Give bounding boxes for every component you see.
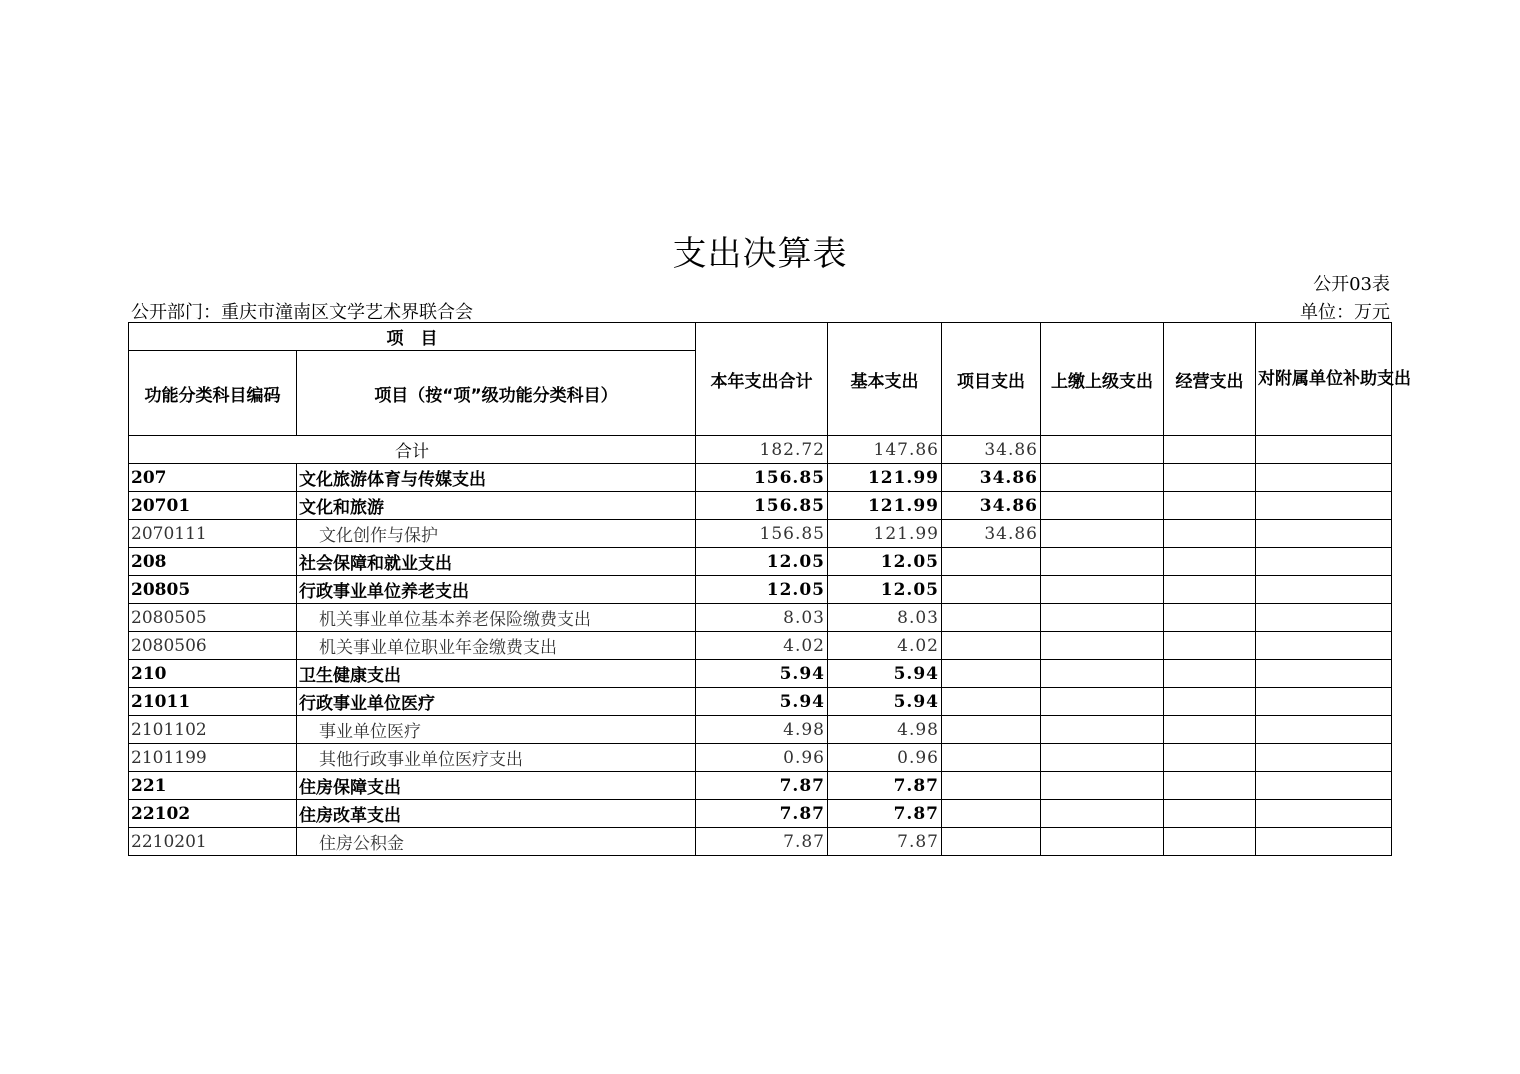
cell-name: 文化创作与保护 [297, 520, 696, 548]
cell-project: 34.86 [942, 492, 1041, 520]
cell-upper [1041, 716, 1164, 744]
cell-basic: 4.98 [828, 716, 942, 744]
cell-upper [1041, 632, 1164, 660]
cell-subsidy [1256, 548, 1392, 576]
cell-name: 机关事业单位职业年金缴费支出 [297, 632, 696, 660]
cell-total: 156.85 [696, 492, 828, 520]
cell-name: 卫生健康支出 [297, 660, 696, 688]
cell-total: 156.85 [696, 520, 828, 548]
table-row [129, 548, 1392, 576]
header-name: 项目（按“项”级功能分类科目） [297, 351, 696, 436]
expenditure-table [128, 322, 1411, 856]
cell-project [942, 744, 1041, 772]
cell-business [1164, 716, 1256, 744]
cell-project [942, 660, 1041, 688]
cell-name: 住房保障支出 [297, 772, 696, 800]
cell-business [1164, 604, 1256, 632]
department-label: 公开部门：重庆市潼南区文学艺术界联合会 [131, 302, 473, 323]
cell-project [942, 828, 1041, 856]
total-cell-basic: 147.86 [828, 436, 942, 464]
cell-name: 住房公积金 [297, 828, 696, 856]
cell-upper [1041, 492, 1164, 520]
cell-code: 22102 [129, 800, 297, 828]
page-title: 支出决算表 [672, 234, 848, 274]
cell-total: 5.94 [696, 688, 828, 716]
cell-business [1164, 576, 1256, 604]
cell-upper [1041, 604, 1164, 632]
cell-business [1164, 548, 1256, 576]
cell-project [942, 548, 1041, 576]
cell-upper [1041, 464, 1164, 492]
cell-project [942, 632, 1041, 660]
cell-code: 2210201 [129, 828, 297, 856]
table-row [129, 492, 1392, 520]
cell-total: 7.87 [696, 828, 828, 856]
cell-basic: 4.02 [828, 632, 942, 660]
cell-upper [1041, 576, 1164, 604]
cell-code: 210 [129, 660, 297, 688]
cell-code: 20701 [129, 492, 297, 520]
total-cell-subsidy [1256, 436, 1392, 464]
cell-basic: 121.99 [828, 492, 942, 520]
cell-subsidy [1256, 492, 1392, 520]
table-row [129, 576, 1392, 604]
table-row [129, 716, 1392, 744]
cell-business [1164, 464, 1256, 492]
table-row [129, 744, 1392, 772]
cell-upper [1041, 828, 1164, 856]
cell-total: 12.05 [696, 576, 828, 604]
cell-basic: 121.99 [828, 464, 942, 492]
table-row [129, 632, 1392, 660]
cell-upper [1041, 520, 1164, 548]
table-row [129, 800, 1392, 828]
cell-business [1164, 772, 1256, 800]
cell-name: 住房改革支出 [297, 800, 696, 828]
cell-basic: 12.05 [828, 548, 942, 576]
cell-code: 21011 [129, 688, 297, 716]
cell-subsidy [1256, 688, 1392, 716]
cell-basic: 5.94 [828, 688, 942, 716]
cell-subsidy [1256, 464, 1392, 492]
cell-upper [1041, 548, 1164, 576]
cell-upper [1041, 772, 1164, 800]
cell-total: 5.94 [696, 660, 828, 688]
cell-code: 2101102 [129, 716, 297, 744]
cell-project: 34.86 [942, 464, 1041, 492]
table-row [129, 520, 1392, 548]
cell-code: 221 [129, 772, 297, 800]
cell-business [1164, 520, 1256, 548]
cell-basic: 7.87 [828, 800, 942, 828]
cell-upper [1041, 744, 1164, 772]
cell-name: 文化旅游体育与传媒支出 [297, 464, 696, 492]
cell-basic: 12.05 [828, 576, 942, 604]
cell-code: 2101199 [129, 744, 297, 772]
form-number: 公开03表 [1313, 274, 1390, 295]
cell-name: 其他行政事业单位医疗支出 [297, 744, 696, 772]
cell-project: 34.86 [942, 520, 1041, 548]
cell-name: 社会保障和就业支出 [297, 548, 696, 576]
cell-name: 文化和旅游 [297, 492, 696, 520]
cell-code: 2080506 [129, 632, 297, 660]
cell-subsidy [1256, 828, 1392, 856]
cell-total: 7.87 [696, 800, 828, 828]
cell-subsidy [1256, 520, 1392, 548]
cell-code: 2080505 [129, 604, 297, 632]
table-row [129, 688, 1392, 716]
cell-project [942, 716, 1041, 744]
cell-code: 20805 [129, 576, 297, 604]
cell-business [1164, 688, 1256, 716]
header-total: 本年支出合计 [696, 323, 828, 436]
cell-project [942, 772, 1041, 800]
header-subsidy: 对附属单位补助支出 [1256, 323, 1392, 436]
unit-label: 单位：万元 [1300, 302, 1390, 323]
cell-code: 208 [129, 548, 297, 576]
cell-project [942, 800, 1041, 828]
cell-basic: 0.96 [828, 744, 942, 772]
table-row [129, 660, 1392, 688]
cell-basic: 8.03 [828, 604, 942, 632]
cell-basic: 121.99 [828, 520, 942, 548]
cell-basic: 7.87 [828, 772, 942, 800]
cell-project [942, 576, 1041, 604]
cell-subsidy [1256, 744, 1392, 772]
cell-upper [1041, 800, 1164, 828]
cell-name: 行政事业单位养老支出 [297, 576, 696, 604]
cell-business [1164, 800, 1256, 828]
cell-business [1164, 660, 1256, 688]
cell-subsidy [1256, 660, 1392, 688]
cell-name: 事业单位医疗 [297, 716, 696, 744]
cell-basic: 5.94 [828, 660, 942, 688]
cell-basic: 7.87 [828, 828, 942, 856]
cell-total: 7.87 [696, 772, 828, 800]
cell-total: 12.05 [696, 548, 828, 576]
total-label: 合计 [129, 436, 696, 464]
table-row [129, 828, 1392, 856]
cell-upper [1041, 660, 1164, 688]
cell-total: 4.98 [696, 716, 828, 744]
cell-code: 2070111 [129, 520, 297, 548]
cell-business [1164, 744, 1256, 772]
cell-total: 0.96 [696, 744, 828, 772]
cell-subsidy [1256, 632, 1392, 660]
header-basic: 基本支出 [828, 323, 942, 436]
cell-name: 机关事业单位基本养老保险缴费支出 [297, 604, 696, 632]
cell-business [1164, 632, 1256, 660]
table-row [129, 464, 1392, 492]
cell-business [1164, 492, 1256, 520]
cell-project [942, 688, 1041, 716]
header-code: 功能分类科目编码 [129, 351, 297, 436]
cell-subsidy [1256, 604, 1392, 632]
total-cell-project: 34.86 [942, 436, 1041, 464]
total-row [129, 436, 1392, 464]
cell-subsidy [1256, 716, 1392, 744]
cell-project [942, 604, 1041, 632]
cell-total: 8.03 [696, 604, 828, 632]
header-upper: 上缴上级支出 [1041, 323, 1164, 436]
total-cell-upper [1041, 436, 1164, 464]
header-project-group: 项 目 [129, 323, 696, 351]
header-business: 经营支出 [1164, 323, 1256, 436]
cell-code: 207 [129, 464, 297, 492]
cell-business [1164, 828, 1256, 856]
cell-name: 行政事业单位医疗 [297, 688, 696, 716]
table-row [129, 604, 1392, 632]
cell-subsidy [1256, 800, 1392, 828]
header-project: 项目支出 [942, 323, 1041, 436]
cell-total: 4.02 [696, 632, 828, 660]
cell-subsidy [1256, 576, 1392, 604]
total-cell-business [1164, 436, 1256, 464]
cell-subsidy [1256, 772, 1392, 800]
cell-upper [1041, 688, 1164, 716]
table-row [129, 772, 1392, 800]
total-cell-total: 182.72 [696, 436, 828, 464]
cell-total: 156.85 [696, 464, 828, 492]
